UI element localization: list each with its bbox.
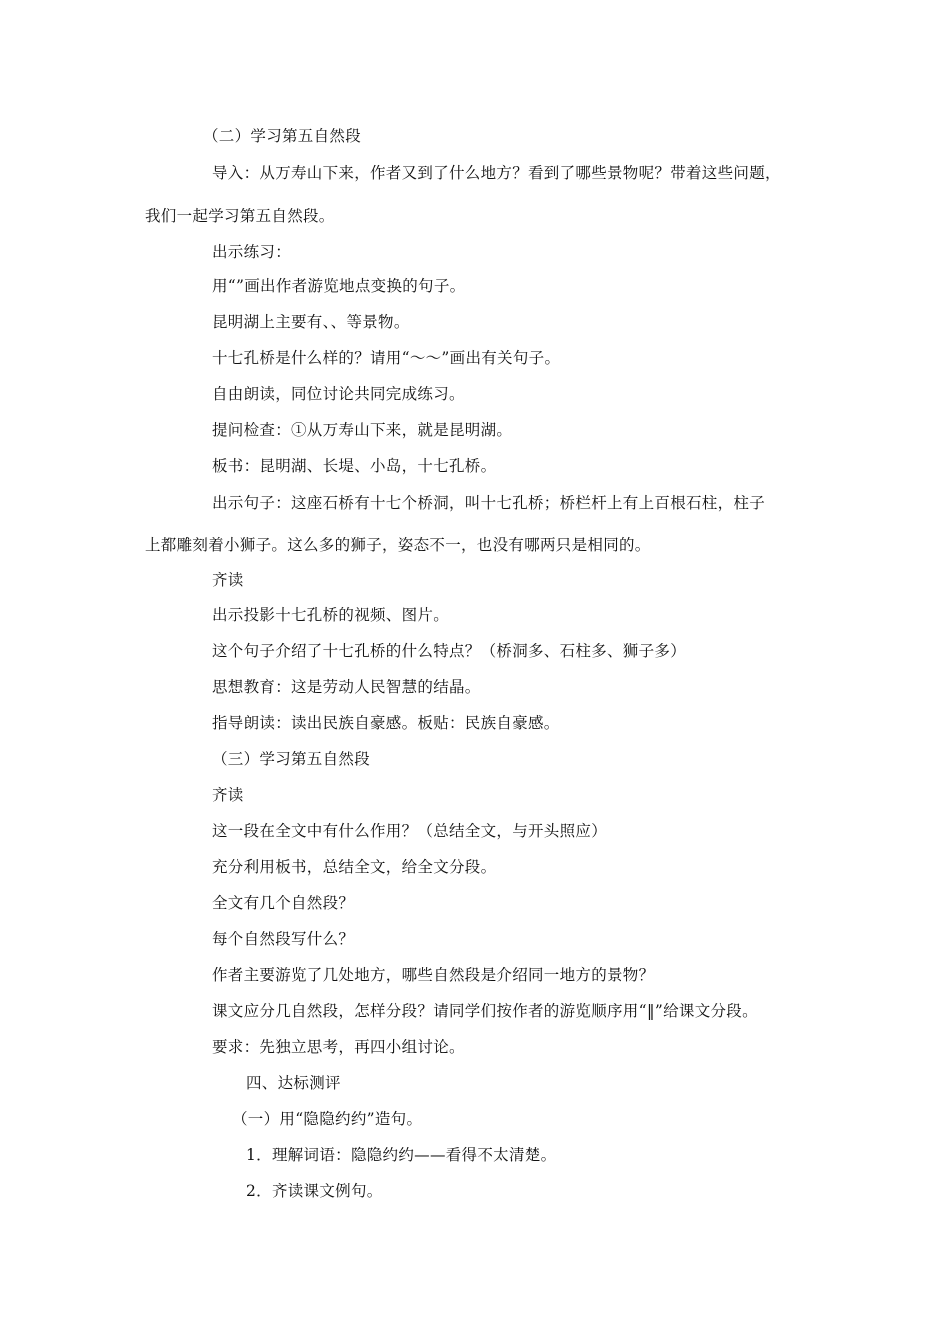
paragraph-line: 出示练习：	[212, 243, 292, 261]
paragraph-line: 出示句子：这座石桥有十七个桥洞，叫十七孔桥；桥栏杆上有上百根石柱，柱子	[212, 494, 766, 512]
paragraph-line: 每个自然段写什么？	[212, 930, 355, 948]
paragraph-line: 自由朗读，同位讨论共同完成练习。	[212, 385, 465, 403]
section-heading-3: （三）学习第五自然段	[212, 750, 371, 768]
paragraph-line: 十七孔桥是什么样的？请用“～～”画出有关句子。	[212, 349, 561, 367]
paragraph-line: 要求：先独立思考，再四小组讨论。	[212, 1038, 465, 1056]
list-item: 2．齐读课文例句。	[246, 1182, 383, 1200]
paragraph-line: 全文有几个自然段？	[212, 894, 355, 912]
paragraph-line: 用“”画出作者游览地点变换的句子。	[212, 277, 466, 295]
section-heading-2: （二）学习第五自然段	[203, 127, 362, 145]
paragraph-line: 充分利用板书，总结全文，给全文分段。	[212, 858, 497, 876]
paragraph-line: 齐读	[212, 571, 244, 589]
paragraph-line: 指导朗读：读出民族自豪感。板贴：民族自豪感。	[212, 714, 560, 732]
paragraph-line: 出示投影十七孔桥的视频、图片。	[212, 606, 450, 624]
paragraph-line: 作者主要游览了几处地方，哪些自然段是介绍同一地方的景物？	[212, 966, 655, 984]
paragraph-line: 板书：昆明湖、长堤、小岛，十七孔桥。	[212, 457, 497, 475]
paragraph-line: 昆明湖上主要有、、等景物。	[212, 313, 410, 331]
paragraph-line: 齐读	[212, 786, 244, 804]
paragraph-line: 导入：从万寿山下来，作者又到了什么地方？看到了哪些景物呢？带着这些问题，	[212, 164, 781, 182]
paragraph-line: 提问检查：①从万寿山下来，就是昆明湖。	[212, 421, 513, 439]
paragraph-line: 思想教育：这是劳动人民智慧的结晶。	[212, 678, 481, 696]
paragraph-line: 课文应分几自然段，怎样分段？请同学们按作者的游览顺序用“‖”给课文分段。	[212, 1002, 758, 1020]
paragraph-line: 这个句子介绍了十七孔桥的什么特点？（桥洞多、石柱多、狮子多）	[212, 642, 687, 660]
paragraph-line: 上都雕刻着小狮子。这么多的狮子，姿态不一，也没有哪两只是相同的。	[145, 536, 651, 554]
subsection-heading: （一）用“隐隐约约”造句。	[232, 1110, 423, 1128]
paragraph-line: 这一段在全文中有什么作用？（总结全文，与开头照应）	[212, 822, 608, 840]
paragraph-line: 我们一起学习第五自然段。	[145, 207, 335, 225]
section-heading-4: 四、达标测评	[246, 1074, 341, 1092]
list-item: 1．理解词语：隐隐约约——看得不太清楚。	[246, 1146, 557, 1164]
